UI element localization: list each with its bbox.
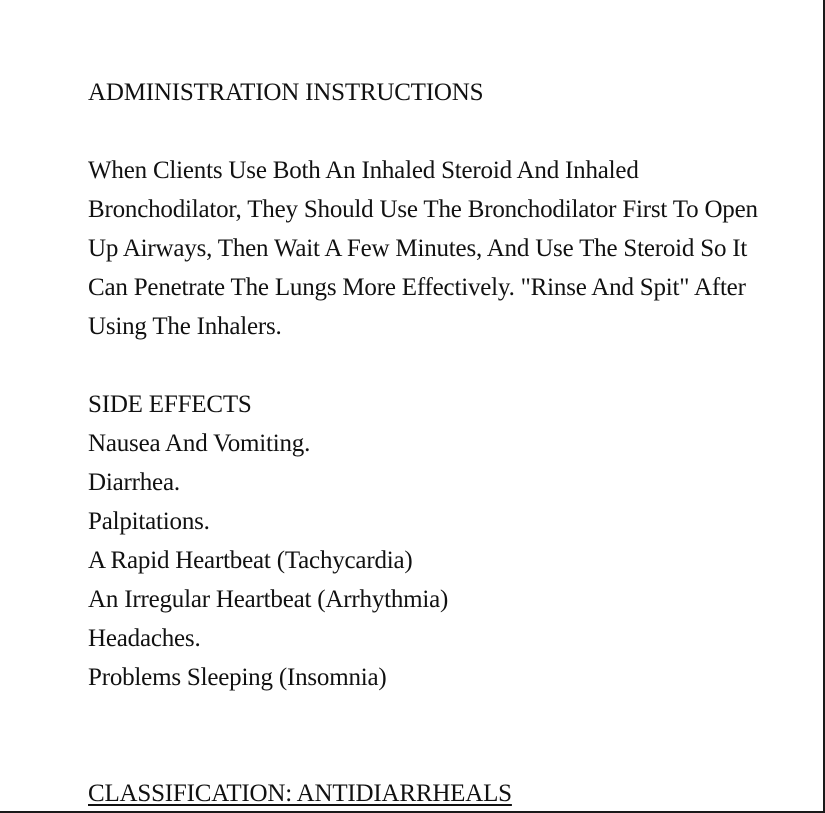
side-effect-item: An Irregular Heartbeat (Arrhythmia): [88, 586, 449, 613]
classification-heading: CLASSIFICATION: ANTIDIARRHEALS: [88, 780, 512, 807]
side-effect-item: Headaches.: [88, 625, 201, 652]
side-effect-item: A Rapid Heartbeat (Tachycardia): [88, 547, 413, 574]
administration-body: When Clients Use Both An Inhaled Steroid And Inhaled Bronchodilator, They Should Use The Bronchodilator First To Open Up Airways, Then Wait A Few Minutes, And Use The Steroid So It Can Penetrate The Lungs More Effectively. "Rinse And Spit" After Using The Inhalers.: [88, 157, 758, 340]
side-effect-item: Diarrhea.: [88, 469, 180, 496]
side-effect-item: Nausea And Vomiting.: [88, 430, 311, 457]
administration-heading: ADMINISTRATION INSTRUCTIONS: [88, 79, 484, 106]
side-effect-item: Problems Sleeping (Insomnia): [88, 664, 387, 691]
document-content: [88, 73, 788, 697]
side-effects-list: [88, 424, 788, 697]
side-effects-heading: SIDE EFFECTS: [88, 391, 252, 418]
side-effect-item: Palpitations.: [88, 508, 210, 535]
